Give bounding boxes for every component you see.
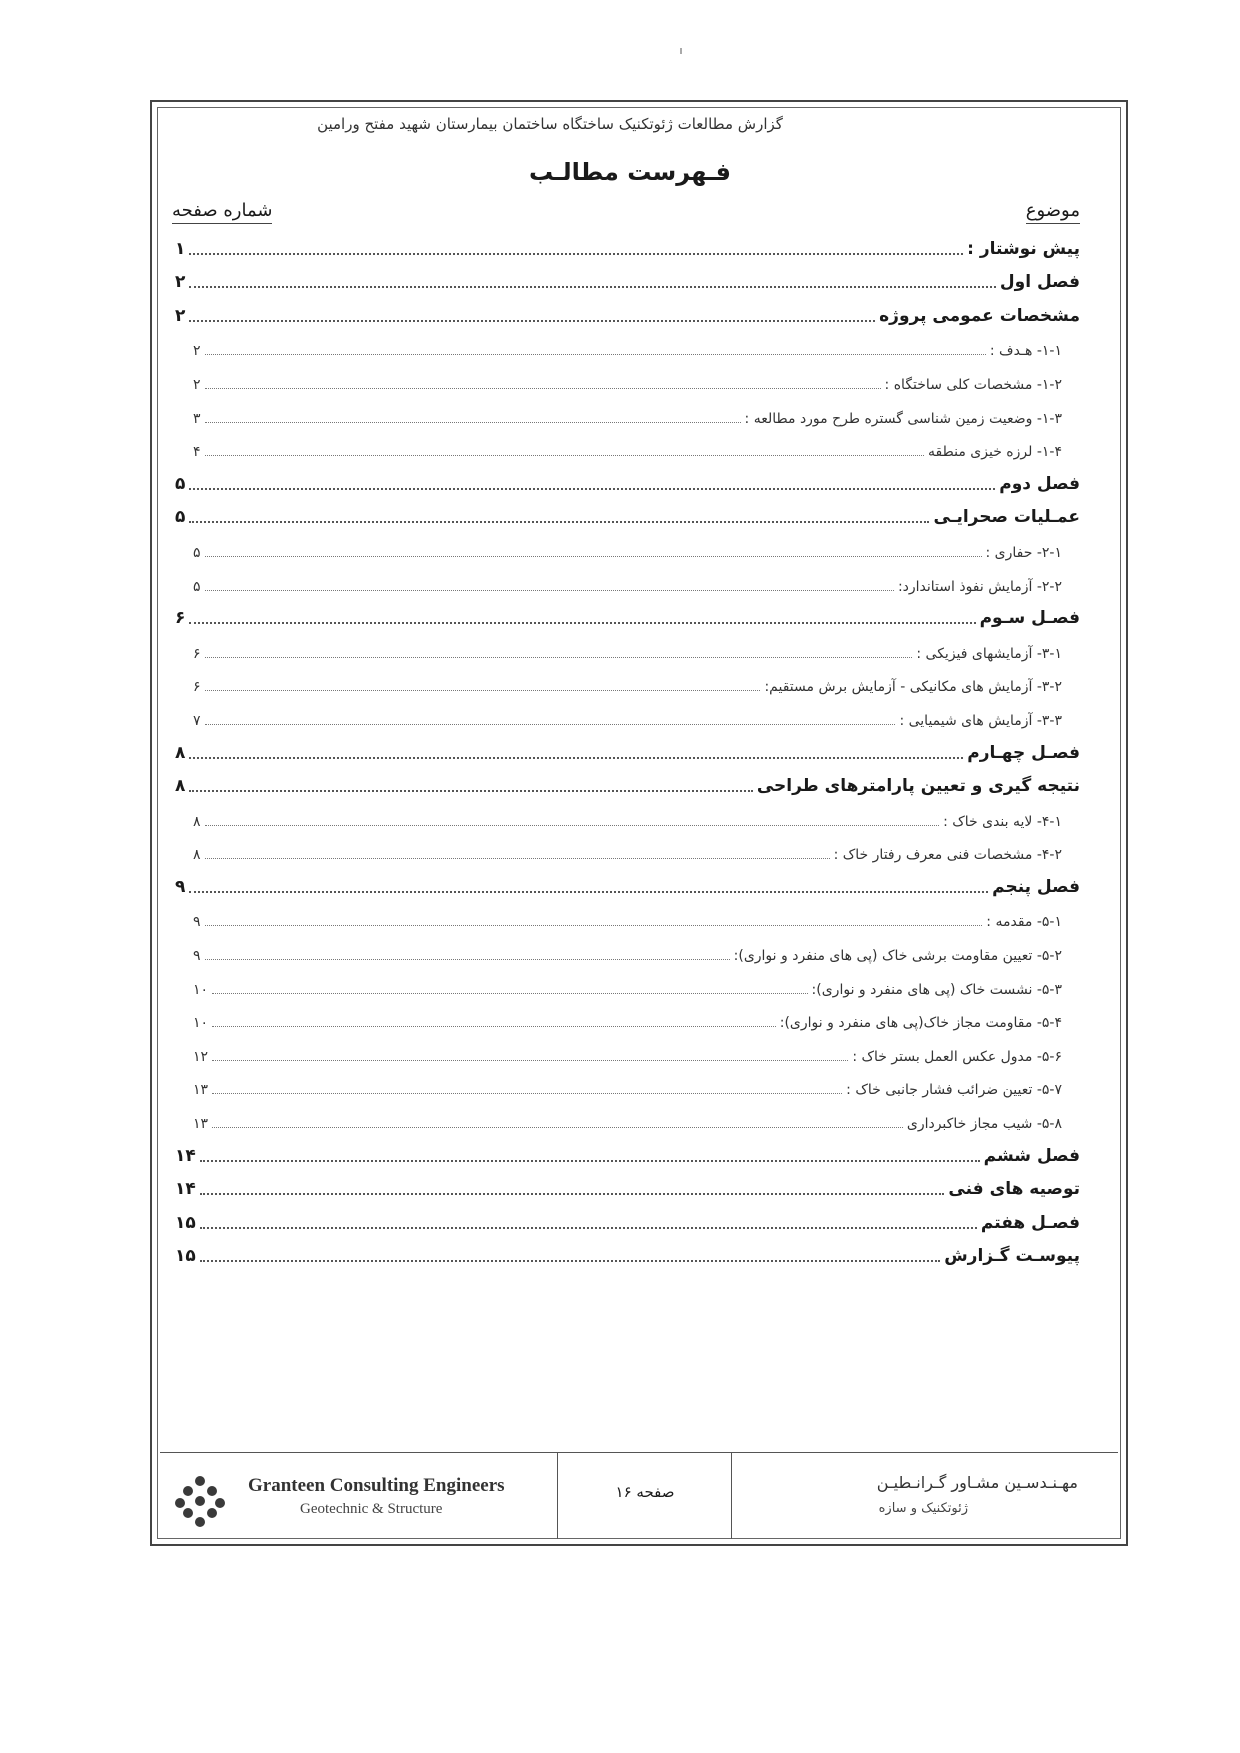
toc-entry-page: ۸ <box>175 742 186 763</box>
report-title: گزارش مطالعات ژئوتکنیک ساختگاه ساختمان بیمارستان شهید مفتح ورامین <box>317 115 783 133</box>
company-name-fa: مهـنـدسـین مشـاور گـرانـطیـن <box>876 1473 1078 1492</box>
toc-title: فـهرست مطالـب <box>529 158 731 186</box>
toc-entry-label: ۳-۳- آزمایش های شیمیایی : <box>899 712 1062 729</box>
toc-row <box>175 232 1080 266</box>
toc-entry-label: توصیه های فنی <box>948 1179 1080 1200</box>
toc-entry-page: ۱ <box>175 238 186 259</box>
dot-leader <box>189 790 752 792</box>
dot-leader <box>205 690 761 691</box>
toc-entry-label: ۵-۷- تعیین ضرائب فشار جانبی خاک : <box>846 1082 1062 1099</box>
toc-entry-label: ۵-۸- شیب مجاز خاکبرداری <box>906 1116 1062 1133</box>
toc-row <box>175 702 1080 736</box>
toc-row <box>175 770 1080 804</box>
toc-entry-label: فصـل سـوم <box>979 608 1080 629</box>
toc-entry-page: ۹ <box>193 948 201 965</box>
toc-entry-page: ۳ <box>193 410 201 427</box>
toc-entry-label: ۱-۴- لرزه خیزی منطقه <box>928 444 1062 461</box>
toc-row <box>175 837 1080 871</box>
toc-entry-label: پیوسـت گـزارش <box>944 1246 1080 1267</box>
toc-row <box>175 366 1080 400</box>
toc-entry-page: ۱۴ <box>175 1145 196 1166</box>
toc-entry-label: پیش نوشتار : <box>967 238 1080 259</box>
toc-entry-label: عمـلیات صحرایـی <box>933 507 1080 528</box>
dot-leader <box>189 253 963 255</box>
toc-row <box>175 467 1080 501</box>
dot-leader <box>205 388 881 389</box>
dot-leader <box>200 1227 977 1229</box>
dot-leader <box>212 1060 848 1061</box>
toc-entry-label: ۵-۱- مقدمه : <box>986 914 1062 931</box>
toc-row <box>175 1005 1080 1039</box>
toc-entry-page: ۹ <box>175 876 186 897</box>
toc-entry-page: ۱۳ <box>193 1116 209 1133</box>
dot-leader <box>205 590 894 591</box>
dot-leader <box>205 354 986 355</box>
dot-leader <box>189 891 988 893</box>
toc-entry-page: ۲ <box>175 272 186 293</box>
scan-mark <box>680 48 682 54</box>
toc-row <box>175 1105 1080 1139</box>
toc-row <box>175 971 1080 1005</box>
dot-leader <box>205 422 741 423</box>
toc-row <box>175 400 1080 434</box>
toc-entry-label: ۱-۱- هـدف : <box>989 343 1062 360</box>
page-footer <box>160 1452 1118 1538</box>
toc-entry-page: ۵ <box>193 578 201 595</box>
toc-entry-label: فصل دوم <box>999 473 1080 494</box>
toc-entry-page: ۹ <box>193 914 201 931</box>
toc-entry-label: ۵-۲- تعیین مقاومت برشی خاک (پی های منفرد و نواری): <box>733 948 1062 965</box>
footer-page-cell <box>558 1453 732 1539</box>
toc-row <box>175 266 1080 300</box>
toc-row <box>175 1173 1080 1207</box>
dot-leader <box>189 757 963 759</box>
dot-leader <box>212 1026 776 1027</box>
toc-entry-page: ۱۵ <box>175 1246 196 1267</box>
toc-row <box>175 1240 1080 1274</box>
toc-entry-label: فصل پنجم <box>992 876 1080 897</box>
company-name-en: Granteen Consulting Engineers <box>248 1475 505 1496</box>
toc-entry-label: ۵-۶- مدول عکس العمل بستر خاک : <box>852 1048 1062 1065</box>
toc-row <box>175 904 1080 938</box>
toc-entry-label: ۱-۳- وضعیت زمین شناسی گستره طرح مورد مطالعه : <box>744 410 1062 427</box>
toc-row <box>175 1139 1080 1173</box>
toc-row <box>175 1206 1080 1240</box>
dot-leader <box>205 724 896 725</box>
toc-entry-page: ۶ <box>193 645 201 662</box>
toc-entry-page: ۸ <box>193 813 201 830</box>
dot-leader <box>205 556 982 557</box>
toc-entry-label: فصل اول <box>999 272 1080 293</box>
toc-entry-page: ۱۴ <box>175 1179 196 1200</box>
dot-leader <box>200 1260 940 1262</box>
toc-entry-page: ۱۵ <box>175 1212 196 1233</box>
page-number-column-heading: شماره صفحه <box>172 200 272 224</box>
toc-entry-page: ۷ <box>193 712 201 729</box>
page-number-label: صفحه ۱۶ <box>615 1483 675 1501</box>
toc-row <box>175 870 1080 904</box>
toc-entry-label: ۴-۲- مشخصات فنی معرف رفتار خاک : <box>833 847 1062 864</box>
toc-row <box>175 635 1080 669</box>
toc-entry-page: ۵ <box>175 507 186 528</box>
toc-entry-page: ۶ <box>193 679 201 696</box>
dot-leader <box>189 286 995 288</box>
dot-leader <box>205 925 983 926</box>
company-subtitle-en: Geotechnic & Structure <box>300 1501 443 1517</box>
toc-entry-page: ۸ <box>175 776 186 797</box>
toc-entry-label: نتیجه گیری و تعیین پارامترهای طراحی <box>756 776 1080 797</box>
dot-leader <box>205 959 730 960</box>
toc-entry-label: ۳-۱- آزمایشهای فیزیکی : <box>916 645 1062 662</box>
dot-leader <box>212 993 808 994</box>
dot-leader <box>200 1193 945 1195</box>
toc-entry-page: ۸ <box>193 847 201 864</box>
toc-entry-page: ۱۲ <box>193 1048 209 1065</box>
toc-entry-label: فصـل هفتم <box>980 1212 1080 1233</box>
toc-row <box>175 1038 1080 1072</box>
toc-entry-page: ۱۰ <box>193 981 209 998</box>
toc-entry-label: ۵-۳- نشست خاک (پی های منفرد و نواری): <box>811 981 1062 998</box>
toc-row <box>175 669 1080 703</box>
toc-row <box>175 736 1080 770</box>
dot-leader <box>189 320 875 322</box>
topic-column-heading: موضوع <box>1026 200 1080 224</box>
dot-cluster-logo-icon <box>174 1475 226 1527</box>
footer-company-fa <box>732 1453 1118 1539</box>
toc-row <box>175 803 1080 837</box>
dot-leader <box>205 825 940 826</box>
dot-leader <box>189 622 975 624</box>
dot-leader <box>200 1160 980 1162</box>
toc-entry-page: ۵ <box>193 544 201 561</box>
toc-entry-page: ۲ <box>193 343 201 360</box>
toc-entry-label: ۳-۲- آزمایش های مکانیکی - آزمایش برش مستقیم: <box>764 679 1062 696</box>
dot-leader <box>189 488 995 490</box>
toc-entry-page: ۴ <box>193 444 201 461</box>
toc-entry-label: ۱-۲- مشخصات کلی ساختگاه : <box>884 376 1062 393</box>
dot-leader <box>189 521 929 523</box>
toc-entry-label: مشخصات عمومی پروژه <box>879 305 1080 326</box>
toc-entry-label: ۵-۴- مقاومت مجاز خاک(پی های منفرد و نواری): <box>779 1015 1062 1032</box>
toc-entry-label: ۲-۱- حفاری : <box>985 544 1062 561</box>
toc-entry-page: ۲ <box>193 376 201 393</box>
toc-row <box>175 937 1080 971</box>
footer-company-en <box>160 1453 558 1539</box>
table-of-contents <box>175 232 1080 1273</box>
toc-entry-label: فصـل چهـارم <box>967 742 1080 763</box>
dot-leader <box>205 858 830 859</box>
dot-leader <box>205 657 913 658</box>
toc-entry-page: ۶ <box>175 608 186 629</box>
toc-row <box>175 568 1080 602</box>
toc-row <box>175 1072 1080 1106</box>
toc-row <box>175 299 1080 333</box>
toc-entry-label: فصل ششم <box>983 1145 1080 1166</box>
toc-row <box>175 534 1080 568</box>
toc-entry-page: ۲ <box>175 305 186 326</box>
toc-row <box>175 434 1080 468</box>
toc-entry-page: ۱۰ <box>193 1015 209 1032</box>
toc-row <box>175 333 1080 367</box>
dot-leader <box>205 455 925 456</box>
toc-row <box>175 602 1080 636</box>
toc-row <box>175 501 1080 535</box>
dot-leader <box>212 1093 842 1094</box>
dot-leader <box>212 1127 903 1128</box>
toc-entry-label: ۲-۲- آزمایش نفوذ استاندارد: <box>897 578 1062 595</box>
toc-entry-label: ۴-۱- لایه بندی خاک : <box>943 813 1062 830</box>
company-subtitle-fa: ژئوتکنیک و سازه <box>878 1501 968 1516</box>
toc-entry-page: ۵ <box>175 473 186 494</box>
toc-entry-page: ۱۳ <box>193 1082 209 1099</box>
